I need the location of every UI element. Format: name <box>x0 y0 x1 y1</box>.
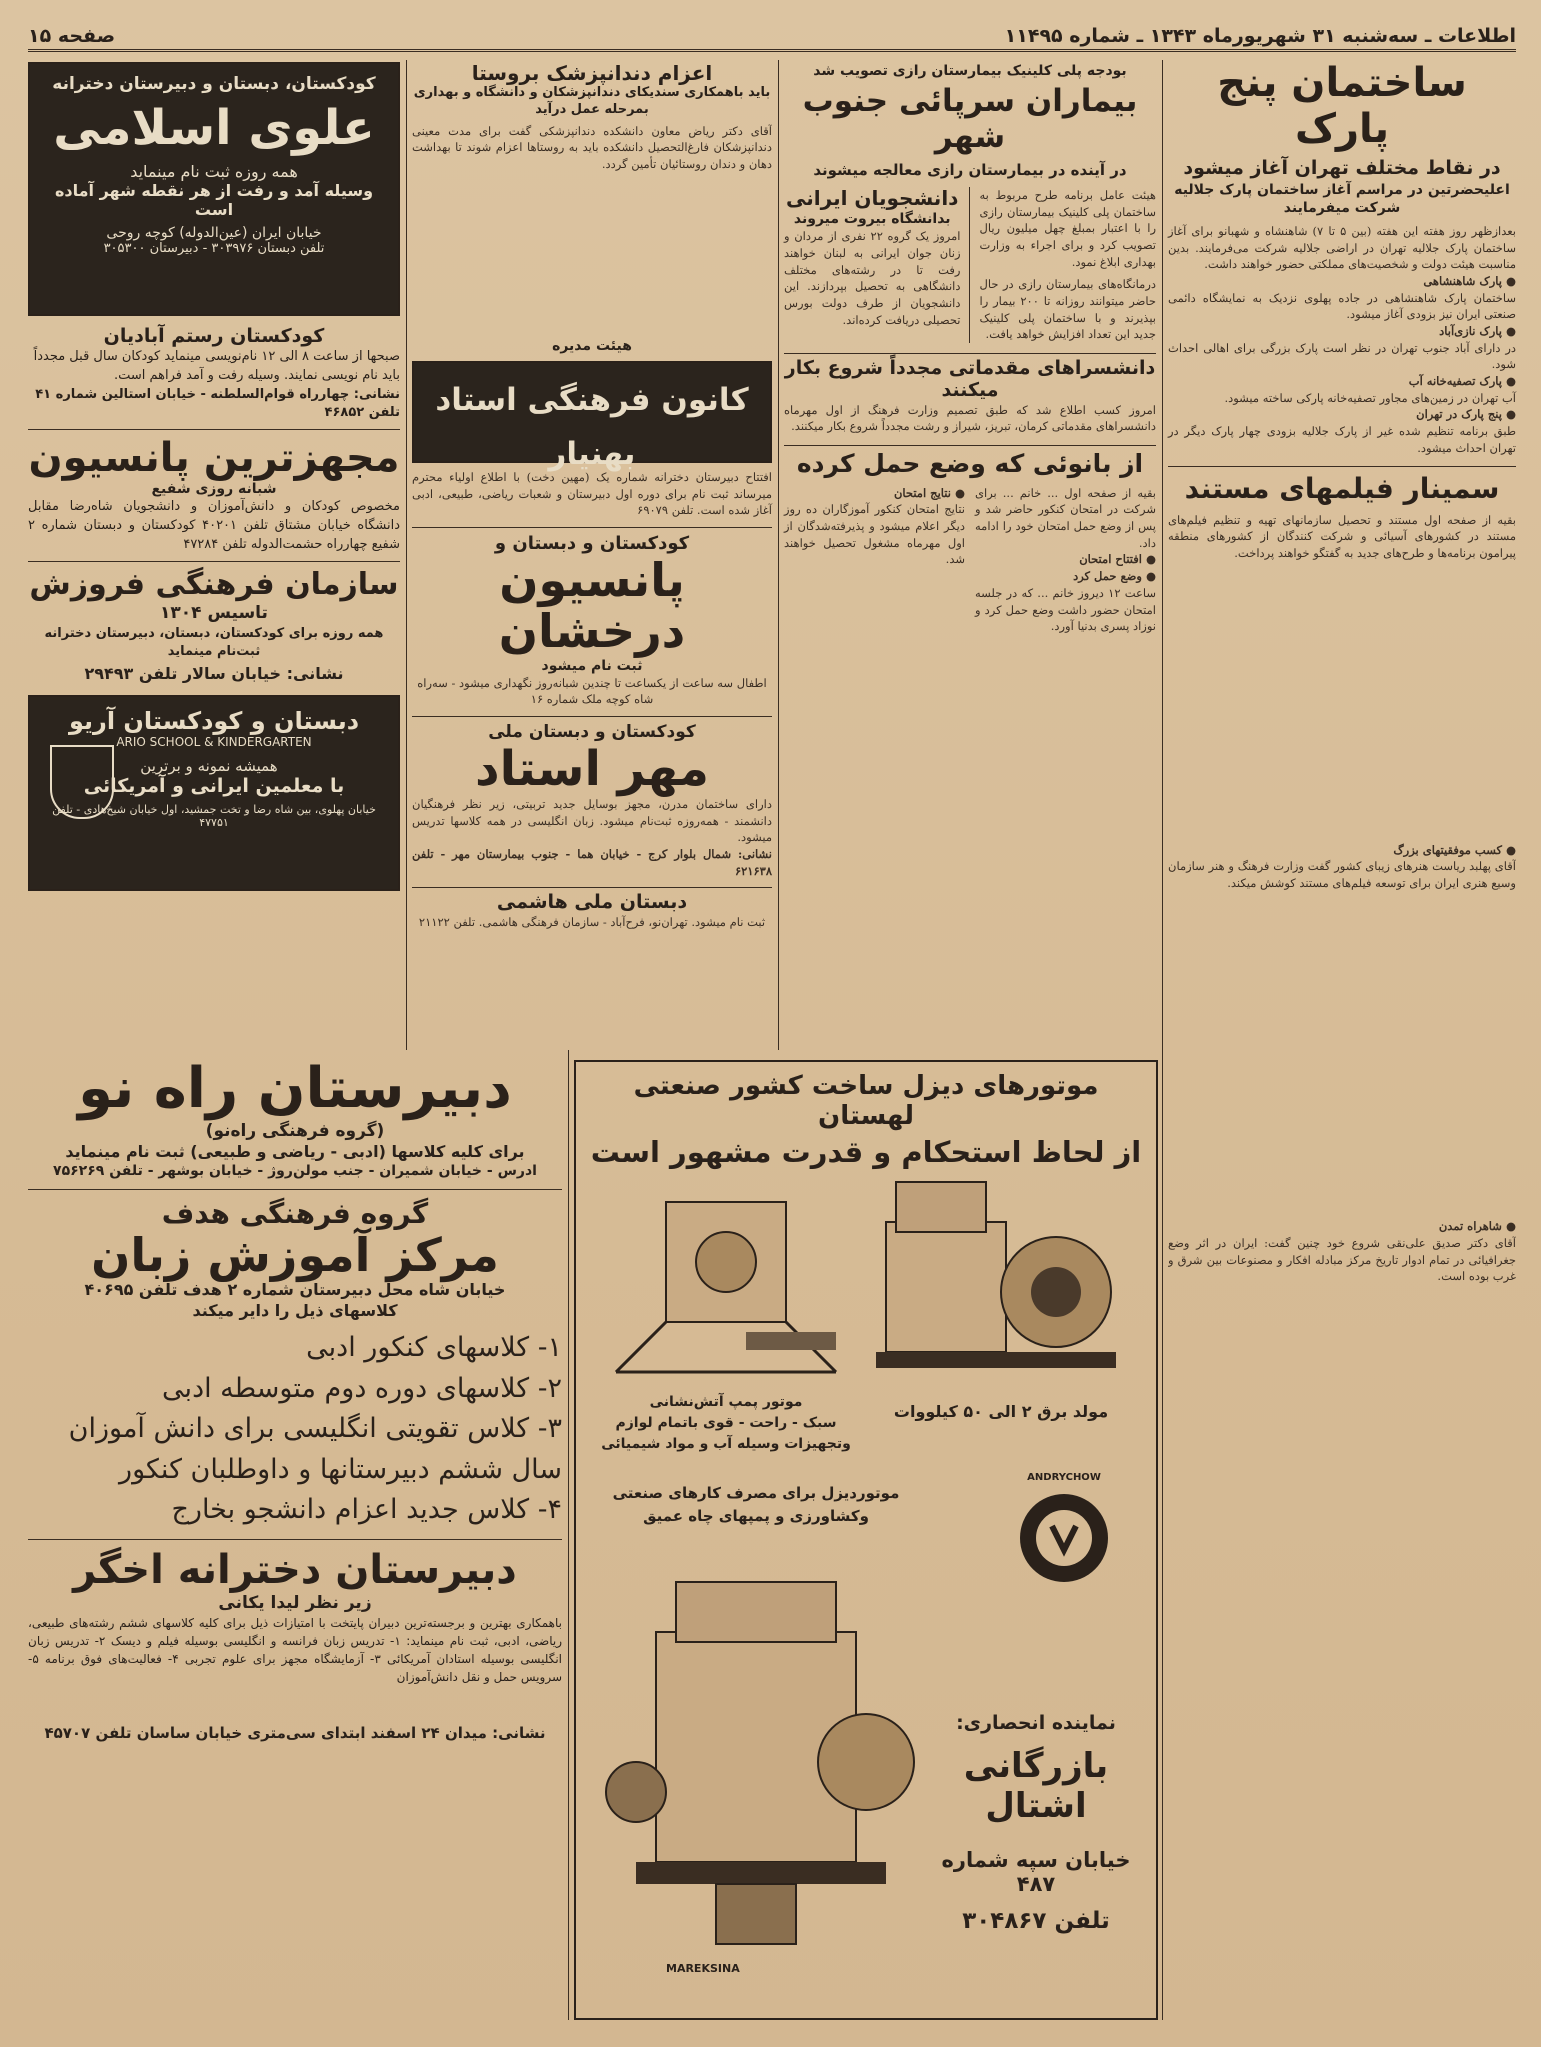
pump-caption-1: موتور پمپ آتش‌نشانی <box>649 1394 803 1410</box>
rahno-address: ادرس - خیابان شمیران - جنب مولن‌روژ - خیابان بوشهر - تلفن ۷۵۶۲۶۹ <box>53 1163 537 1180</box>
park-body: بعدازظهر روز هفته این هفته (بین ۵ تا ۷) شاهنشاه و شهبانو برای آغاز ساختمان پارک جلالیه تهران در اراضی جلالیه شرکت می‌فرمایند. بدین مناسبت هیئت دولت و شخصیت‌های مملکتی حضور خواهند داشت. <box>1168 224 1516 272</box>
page-header <box>28 22 1516 52</box>
divider <box>28 1539 562 1540</box>
divider <box>412 716 772 717</box>
students-body: امروز یک گروه ۲۲ نفری از مردان و زنان جوان ایرانی به لبنان خواهند رفت تا در رشته‌های مختلف دانشگاهی به تحصیل بپردازند. این دانشجویان از طرف دولت بورس تحصیلی دریافت کرده‌اند. <box>784 229 961 327</box>
representative-block <box>936 1712 1136 1934</box>
engine-flywheel <box>818 1714 914 1810</box>
gear-icon <box>1004 1472 1124 1592</box>
board-label: هیئت مدیره <box>552 337 632 354</box>
column-rule <box>568 1050 569 2020</box>
hadaf-prehead: گروه فرهنگی هدف <box>161 1196 429 1230</box>
engine-oilpan <box>716 1884 796 1944</box>
engine-pulley <box>606 1762 666 1822</box>
razi-prehead: بودجه پلی کلینیک بیمارستان رازی تصویب شد <box>813 63 1127 79</box>
column-rule <box>1162 60 1163 1080</box>
diesel-ad <box>574 1060 1158 2020</box>
industrial-caption <box>596 1482 916 1527</box>
column-dentist <box>412 62 772 1052</box>
generator-caption: مولد برق ۲ الی ۵۰ کیلووات <box>893 1402 1109 1421</box>
engine-base <box>636 1862 886 1884</box>
civilization-text: آقای دکتر صدیق علی‌نقی شروع خود چنین گفت: ایران در اثر وضع جغرافیائی در تمام ادوار تاریخ مرکز مبادله افکار و مصنوعات بین شرق و غرب بوده است. <box>1168 1236 1516 1284</box>
generator-radiator <box>896 1182 986 1232</box>
birth-heading: ● وضع حمل کرد <box>1073 569 1156 584</box>
divider <box>28 1189 562 1190</box>
dentist-body: آقای دکتر ریاض معاون دانشکده دندانپزشکی گفت برای مدت معینی دندانپزشکان فارغ‌التحصیل دانشکده باید به روستاها اعزام شوند تا بهداشت دهان و دندان روستائیان تأمین گردد. <box>412 123 772 172</box>
park-naziabad-heading: ● پارک نازی‌آباد <box>1439 324 1516 339</box>
class-item: ۴- کلاس جدید اعزام دانشجو بخارج <box>171 1494 562 1526</box>
dentist-headline: اعزام دندانپزشک بروستا <box>471 61 713 85</box>
divider <box>784 445 1156 446</box>
five-parks-heading: ● پنج پارک در تهران <box>1416 407 1516 422</box>
industrial-caption-1: موتوردیزل برای مصرف کارهای صنعتی <box>612 1484 900 1502</box>
akhgar-title: دبیرستان دخترانه اخگر <box>73 1546 517 1593</box>
mehr-prehead: کودکستان و دبستان ملی <box>488 722 696 743</box>
pump-illustration <box>596 1162 856 1392</box>
column-rule <box>1162 1080 1163 2020</box>
ario-english: ARIO SCHOOL & KINDERGARTEN <box>116 735 312 750</box>
page-number: صفحه ۱۵ <box>28 24 116 47</box>
mojahaz-body: مخصوص کودکان و دانش‌آموزان و دانشجویان شاه‌رضا مقابل دانشگاه خیابان مشتاق تلفن ۴۰۲۰۱ کودکستان و دبستان شماره ۲ شفیع چهارراه حشمت‌الدوله تلفن ۴۷۲۸۴ <box>28 499 400 553</box>
pump-wheel <box>696 1232 756 1292</box>
kanoon-body: افتتاح دبیرستان دخترانه شماره یک (مهین دخت) با اطلاع اولیاء محترم میرساند ثبت نام برای دوره اول دبیرستان و شعبات ریاضی، طبیعی، ادبی آغاز شده است. تلفن ۶۹۰۷۹ <box>412 469 772 518</box>
forouzesh-address: نشانی: خیابان سالار تلفن ۲۹۴۹۳ <box>84 664 344 684</box>
generator-base <box>876 1352 1116 1368</box>
woman-body: بقیه از صفحه اول ... خانم ... برای شرکت در امتحان کنکور حاضر شد و پس از وضع حمل امتحان خود را ادامه داد. <box>975 485 1156 550</box>
divider <box>1168 466 1516 467</box>
razi-body: هیئت عامل برنامه طرح مربوط به ساختمان پلی کلینیک بیمارستان رازی را با اعتبار بمبلغ چهل میلیون ریال تصویب کرد و برای اجراء به وزارت بهداری ابلاغ نمود. <box>979 187 1156 269</box>
seminar-headline: سمینار فیلمهای مستند <box>1184 472 1500 506</box>
company-address: خیابان سپه شماره ۴۸۷ <box>941 1848 1131 1896</box>
alavi-line2: وسیله آمد و رفت از هر نقطه شهر آماده است <box>54 181 374 219</box>
park-headline: ساختمان پنج پارک <box>1217 60 1467 152</box>
alavi-ad <box>28 62 400 316</box>
ario-line2: با معلمین ایرانی و آمریکائی <box>83 775 345 798</box>
hadaf-class-list <box>28 1328 562 1531</box>
rahno-body: برای کلیه کلاسها (ادبی - ریاضی و طبیعی) ثبت نام مینماید <box>65 1141 525 1161</box>
ario-line1: همیشه نمونه و برترین <box>140 757 278 776</box>
issue-info: اطلاعات ـ سه‌شنبه ۳۱ شهریورماه ۱۳۴۳ ـ شماره ۱۱۴۹۵ <box>1004 24 1516 47</box>
results-heading: ● نتایج امتحان <box>893 485 965 500</box>
akhgar-address: نشانی: میدان ۲۴ اسفند ابتدای سی‌متری خیابان ساسان تلفن ۴۵۷۰۷ <box>44 1723 546 1742</box>
pension-body: اطفال سه ساعت از یکساعت تا چندین شبانه‌روز نگهداری میشود - سه‌راه شاه کوچه ملک شماره ۱۶ <box>417 675 767 707</box>
generator-hub <box>1031 1267 1081 1317</box>
representative-label: نماینده انحصاری: <box>956 1712 1116 1734</box>
artist-mark: MAREKSINA <box>666 1962 740 1975</box>
ario-crest-icon <box>50 745 114 819</box>
rostam-title: کودکستان رستم آبادیان <box>103 325 325 347</box>
divider <box>784 353 1156 354</box>
diesel-headline-2: از لحاظ استحکام و قدرت مشهور است <box>590 1134 1142 1169</box>
hadaf-subhead: کلاسهای ذیل را دایر میکند <box>192 1301 398 1321</box>
rahno-subhead: (گروه فرهنگی راه‌نو) <box>205 1120 385 1141</box>
birth-body: ساعت ۱۲ دیروز خانم ... که در جلسه امتحان حضور داشت وضع حمل کرد و نوزاد پسری بدنیا آورد. <box>975 585 1157 634</box>
razi-headline: بیماران سرپائی جنوب شهر <box>802 83 1138 155</box>
mehr-title: مهر استاد <box>475 741 709 798</box>
divider <box>28 429 400 430</box>
ario-ad <box>28 695 400 891</box>
pump-caption-3: وتجهیزات وسیله آب و مواد شیمیائی <box>601 1436 851 1452</box>
pension-prehead: کودکستان و دبستان و <box>494 532 690 554</box>
results-body: نتایج امتحان کنکور آموزگاران ده روز دیگر اعلام میشود و پذیرفته‌شدگان از اول مهرماه مشغول تحصیل خواهند شد. <box>784 502 965 567</box>
alavi-phone: تلفن دبستان ۳۰۳۹۷۶ - دبیرستان ۳۰۵۳۰۰ <box>103 241 325 256</box>
industrial-caption-2: وکشاورزی و پمپهای چاه عمیق <box>643 1506 869 1525</box>
success-text: آقای پهلبد ریاست هنرهای زیبای کشور گفت وزارت فرهنگ و هنر سازمان وسیع هنری ایران برای توسعه فیلم‌های مستند کوشش میکند. <box>1168 859 1516 890</box>
pump-caption-2: سبک - راحت - قوی باتمام لوازم <box>615 1415 837 1431</box>
class-item: سال ششم دبیرستانها و داوطلبان کنکور <box>119 1453 562 1485</box>
column-razi <box>784 62 1156 1052</box>
engine-head <box>676 1582 836 1642</box>
class-item: ۲- کلاسهای دوره دوم متوسطه ادبی <box>162 1372 562 1404</box>
dentist-subhead: باید باهمکاری سندیکای دندانپزشکان و دانشگاه و بهداری بمرحله عمل درآید <box>413 85 771 117</box>
alavi-top: کودکستان، دبستان و دبیرستان دخترانه <box>52 74 376 94</box>
ario-address: خیابان پهلوی، بین شاه رضا و تخت جمشید، اول خیابان شیخ‌هادی - تلفن ۴۷۷۵۱ <box>52 803 376 830</box>
alavi-title: علوی اسلامی <box>53 100 375 156</box>
park-shahanshahi-heading: ● پارک شاهنشاهی <box>1423 274 1516 289</box>
colleges-body: امروز کسب اطلاع شد که طبق تصمیم وزارت فرهنگ از اول مهرماه دانشسراهای مقدماتی کرمان، تبریز، شیراز و رشت مجدداً شروع بکار میکنند. <box>784 402 1156 434</box>
rahno-title: دبیرستان راه نو <box>78 1056 512 1121</box>
park-shahanshahi-text: ساختمان پارک شاهنشاهی در جاده پهلوی نزدیک به نمایشگاه دائمی صنعتی ایران نیز بزودی آغاز میشود. <box>1168 290 1516 322</box>
brand-name: ANDRYCHOW <box>1027 1472 1101 1483</box>
column-rule <box>406 60 407 1050</box>
students-headline: دانشجویان ایرانی <box>786 185 959 210</box>
park-water-heading: ● پارک تصفیه‌خانه آب <box>1408 374 1516 389</box>
generator-illustration <box>866 1162 1136 1392</box>
andrychow-logo <box>1004 1472 1124 1592</box>
success-heading: ● کسب موفقیتهای بزرگ <box>1393 842 1516 857</box>
diesel-headline-1: موتورهای دیزل ساخت کشور صنعتی لهستان <box>633 1071 1099 1131</box>
hadaf-address: خیابان شاه محل دبیرستان شماره ۲ هدف تلفن ۴۰۶۹۵ <box>84 1280 506 1300</box>
pump-caption <box>596 1392 856 1455</box>
five-parks-text: طبق برنامه تنظیم شده غیر از پارک جلالیه بزودی چهار پارک دیگر در تهران احداث میشود. <box>1168 424 1516 455</box>
school-ads-lower <box>28 1058 562 2023</box>
civilization-heading: ● شاهراه تمدن <box>1438 1219 1516 1234</box>
woman-headline: از بانوئی که وضع حمل کرده <box>796 449 1144 479</box>
kanoon-banner: کانون فرهنگی استاد بهنیار <box>412 361 772 463</box>
forouzesh-year: تاسیس ۱۳۰۴ <box>160 603 268 624</box>
hashemi-title: دبستان ملی هاشمی <box>496 891 688 914</box>
razi-body-2: درمانگاه‌های بیمارستان رازی در حال حاضر میتوانند روزانه تا ۲۰۰ بیمار را بپذیرند و با ساختمان پلی کلینیک جدید این تعداد افزایش خواهد یافت. <box>979 277 1156 342</box>
divider <box>412 527 772 528</box>
students-subhead: بدانشگاه بیروت میروند <box>793 210 951 227</box>
mojahaz-title: مجهزترین پانسیون <box>28 435 400 482</box>
ario-title: دبستان و کودکستان آریو <box>68 707 360 736</box>
park-naziabad-text: در دارای آباد جنوب تهران در نظر است پارک بزرگی برای اهالی احداث شود. <box>1168 340 1516 372</box>
colleges-headline: دانشسراهای مقدماتی مجدداً شروع بکار میکنند <box>784 357 1156 401</box>
divider <box>28 561 400 562</box>
column-rule <box>778 60 779 1050</box>
forouzesh-body: همه روزه برای کودکستان، دبستان، دبیرستان دخترانه ثبت‌نام مینماید <box>44 625 384 660</box>
park-subhead-2: اعلیحضرتین در مراسم آغاز ساختمان پارک جلالیه شرکت میفرمایند <box>1174 181 1510 216</box>
generator-body <box>886 1222 1006 1352</box>
pump-hose <box>746 1332 836 1350</box>
class-item: ۳- کلاس تقویتی انگلیسی برای دانش آموزان <box>68 1413 562 1445</box>
company-name: بازرگانی اشتال <box>963 1746 1109 1826</box>
pension-title: پانسیون درخشان <box>498 553 686 658</box>
diesel-engine-illustration <box>596 1542 926 1992</box>
divider <box>412 887 772 888</box>
hadaf-title: مرکز آموزش زبان <box>91 1227 499 1282</box>
exam-heading: ● افتتاح امتحان <box>1079 552 1156 567</box>
alavi-address: خیابان ایران (عین‌الدوله) کوچه روحی <box>106 225 322 241</box>
rostam-body: صبحها از ساعت ۸ الی ۱۲ نام‌نویسی مینماید کودکان سال قبل مجدداً باید نام نویسی نمایند. وسیله رفت و آمد فراهم است. <box>33 348 400 383</box>
seminar-body: بقیه از صفحه اول مستند و تحصیل سازمانهای تهیه و تنظیم فیلم‌های مستند در کشورهای آسیائی و شرکت کنندگان از کشورهای منطقه پیرامون برنامه‌ها و طرح‌های جدید به گفتگو خواهند پرداخت. <box>1168 512 1516 560</box>
mehr-body: دارای ساختمان مدرن، مجهز بوسایل جدید تربیتی، زیر نظر فرهنگیان دانشمند - همه‌روزه ثبت‌نام میشود. زبان انگلیسی در همه کلاسها تدریس میشود. <box>412 796 772 845</box>
pension-register: ثبت نام میشود <box>541 657 643 674</box>
akhgar-subhead: زیر نظر لیدا یکانی <box>218 1592 372 1613</box>
column-ads <box>28 62 400 1052</box>
akhgar-body: باهمکاری بهترین و برجسته‌ترین دبیران پایتخت با امتیازات ذیل برای کلیه کلاسهای ششم رشته‌های طبیعی، ریاضی، ادبی، ثبت نام مینماید: ۱- تدریس زبان فرانسه و انگلیسی بوسیله فیلم و دیسک ۲- تدریس زبان انگلیسی بوسیله استادان آمریکائی ۳- آزمایشگاه مجهز برای علوم تجربی ۴- فعالیت‌های فوق برنامه ۵- سرویس حمل و نقل دانش‌آموزان <box>28 1615 562 1684</box>
column-park <box>1168 60 1516 2020</box>
mehr-address: نشانی: شمال بلوار کرج - خیابان هما - جنوب بیمارستان مهر - تلفن ۶۲۱۶۳۸ <box>412 847 772 878</box>
park-water-text: آب تهران در زمین‌های مجاور تصفیه‌خانه پارکی ساخته میشود. <box>1224 390 1516 405</box>
mojahaz-subhead: شبانه روزی شفیع <box>151 481 277 498</box>
park-subhead: در نقاط مختلف تهران آغاز میشود <box>1183 157 1501 179</box>
forouzesh-title: سازمان فرهنگی فروزش <box>29 566 399 602</box>
company-phone: تلفن ۳۰۴۸۶۷ <box>962 1908 1110 1934</box>
hashemi-body: ثبت نام میشود. تهران‌نو، فرح‌آباد - سازمان فرهنگی هاشمی. تلفن ۲۱۱۲۲ <box>418 915 766 930</box>
alavi-line1: همه روزه ثبت نام مینماید <box>130 162 298 181</box>
rostam-address: نشانی: چهارراه قوام‌السلطنه - خیابان استالین شماره ۴۱ تلفن ۴۶۸۵۲ <box>35 386 400 421</box>
razi-subhead: در آینده در بیمارستان رازی معالجه میشوند <box>813 161 1127 180</box>
class-item: ۱- کلاسهای کنکور ادبی <box>306 1332 562 1364</box>
